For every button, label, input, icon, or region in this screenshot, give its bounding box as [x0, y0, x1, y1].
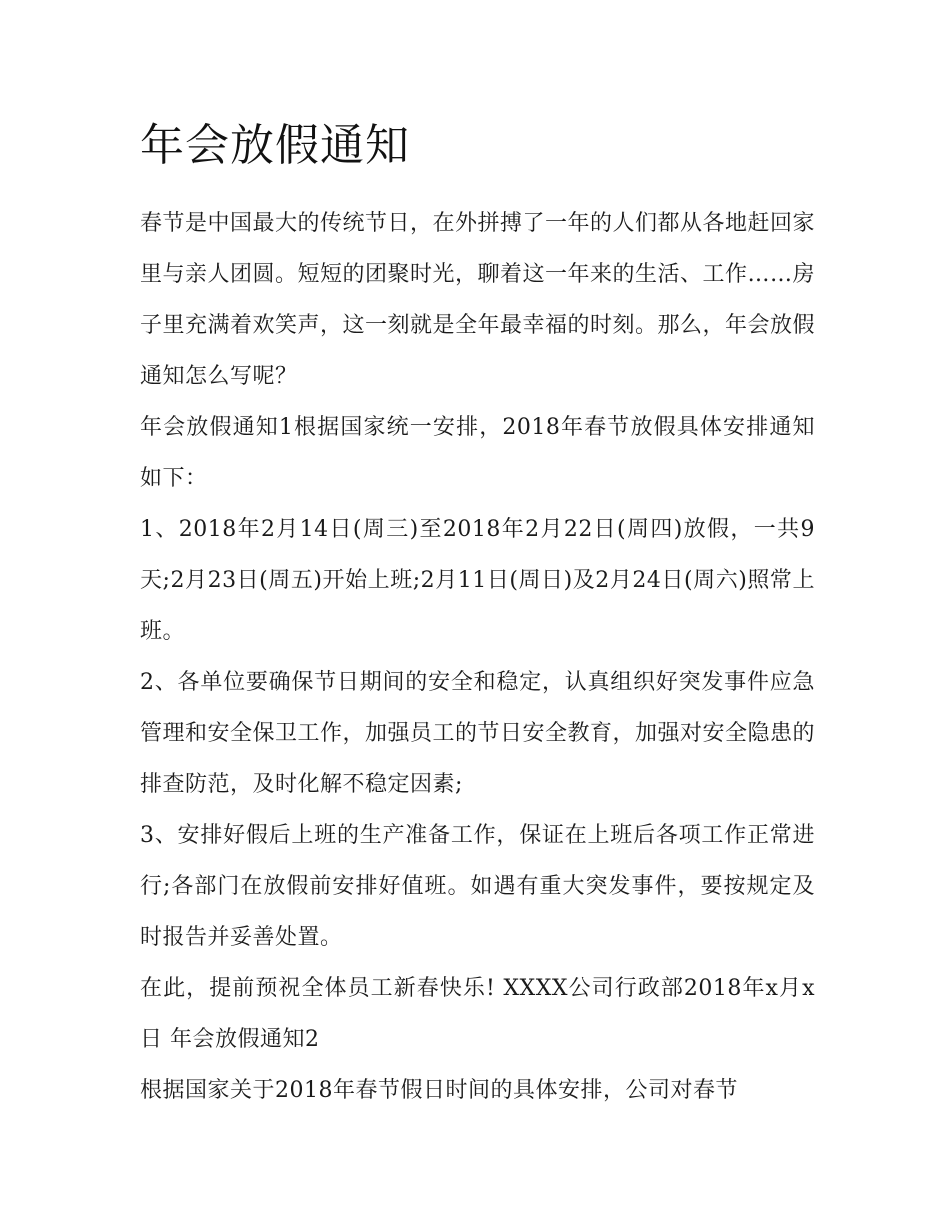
item-3-paragraph: 3、安排好假后上班的生产准备工作，保证在上班后各项工作正常进行;各部门在放假前安排好值班。如遇有重大突发事件，要按规定及时报告并妥善处置。 — [140, 823, 815, 950]
greeting-paragraph: 在此，提前预祝全体员工新春快乐! XXXX公司行政部2018年x月x日 年会放假通知2 — [140, 976, 815, 1052]
item-2-paragraph: 2、各单位要确保节日期间的安全和稳定，认真组织好突发事件应急管理和安全保卫工作，加强员工的节日安全教育，加强对安全隐患的排查防范，及时化解不稳定因素; — [140, 670, 816, 797]
intro-paragraph: 春节是中国最大的传统节日，在外拼搏了一年的人们都从各地赶回家里与亲人团圆。短短的团聚时光，聊着这一年来的生活、工作……房子里充满着欢笑声，这一刻就是全年最幸福的时刻。那么，年会放假通知怎么写呢？ — [140, 211, 816, 389]
notice-2-paragraph: 根据国家关于2018年春节假日时间的具体安排，公司对春节 — [140, 1078, 738, 1103]
notice-heading-paragraph: 年会放假通知1根据国家统一安排，2018年春节放假具体安排通知如下： — [140, 415, 815, 491]
document-title: 年会放假通知 — [140, 120, 410, 171]
document-body — [140, 112, 815, 1116]
item-1-paragraph: 1、2018年2月14日(周三)至2018年2月22日(周四)放假，一共9天;2月23日(周五)开始上班;2月11日(周日)及2月24日(周六)照常上班。 — [140, 517, 815, 644]
